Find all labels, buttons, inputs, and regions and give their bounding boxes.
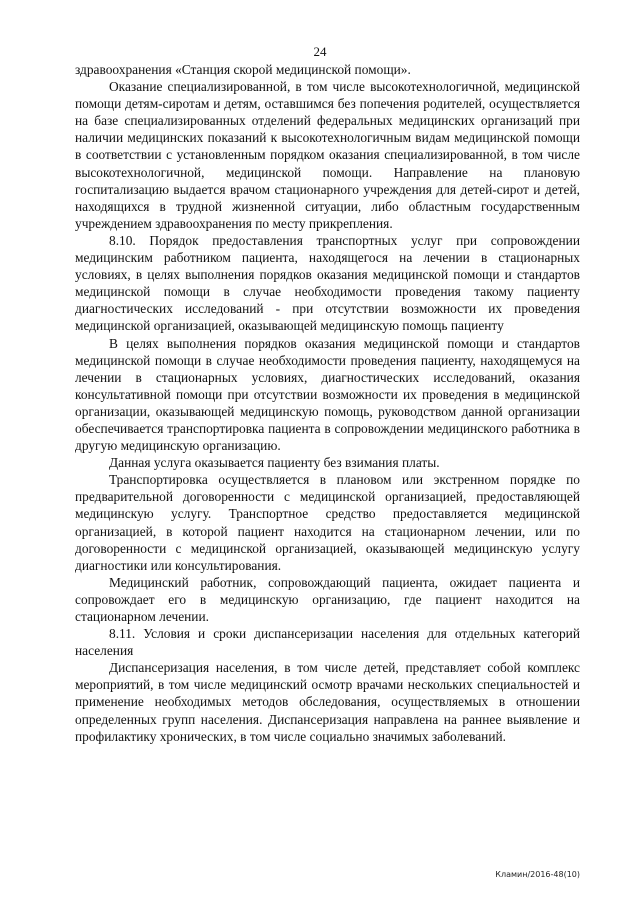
section-heading-8-10: 8.10. Порядок предоставления транспортных услуг при сопровождении медицинским работником пациента, находящегося на лечении в стационарных условиях, в целях выполнения порядков оказания медицинской помощи и стандартов медицинской помощи в случае необходимости проведения такому пациенту диагностических исследований - при отсутствии возможности их проведения медицинской организацией, оказывающей медицинскую помощь пациенту [75, 232, 580, 334]
section-heading-8-11: 8.11. Условия и сроки диспансеризации населения для отдельных категорий населения [75, 626, 580, 659]
footer-code: Кламин/2016-48(10) [495, 870, 580, 879]
paragraph-5: Данная услуга оказывается пациенту без взимания платы. [109, 455, 440, 471]
paragraph-2: Оказание специализированной, в том числе высокотехнологичной, медицинской помощи детям-сиротам и детям, оставшимся без попечения родителей, осуществляется на базе специализированных отделений федеральных медицинских организаций при наличии медицинских показаний к высокотехнологичным видам медицинской помощи в соответствии с установленным порядком оказания специализированной, в том числе высокотехнологичной, медицинской помощи. Направление на плановую госпитализацию выдается врачом стационарного учреждения для детей-сирот и детей, находящихся в трудной жизненной ситуации, либо областным государственным учреждением здравоохранения по месту прикрепления. [75, 79, 580, 231]
paragraph-1: здравоохранения «Станция скорой медицинской помощи». [75, 62, 411, 77]
page-number: 24 [313, 44, 327, 59]
paragraph-4: В целях выполнения порядков оказания медицинской помощи и стандартов медицинской помощи в случае необходимости проведения пациенту, находящемуся на лечении в стационарных условиях, диагностических исследований, оказания консультативной помощи при отсутствии возможности их проведения в медицинской организации, оказывающей медицинскую помощь, руководством данной организации обеспечивается транспортировка пациента в сопровождении медицинского работника в другую медицинскую организацию. [75, 335, 580, 454]
paragraph-7: Медицинский работник, сопровождающий пациента, ожидает пациента и сопровождает его в медицинскую организацию, где пациент находится на стационарном лечении. [75, 574, 580, 624]
document-body [75, 61, 580, 745]
paragraph-9: Диспансеризация населения, в том числе детей, представляет собой комплекс мероприятий, в том числе медицинский осмотр врачами нескольких специальностей и применение необходимых методов обследования, осуществляемых в отношении определенных групп населения. Диспансеризация направлена на раннее выявление и профилактику хронических, в том числе социально значимых заболеваний. [75, 660, 580, 744]
paragraph-6: Транспортировка осуществляется в плановом или экстренном порядке по предварительной договоренности с медицинской организацией, предоставляющей медицинскую услугу. Транспортное средство предоставляется медицинской организацией, в которой пациент находится на стационарном лечении, или по договоренности с медицинской организацией, оказывающей медицинскую услугу диагностики или консультирования. [75, 472, 580, 573]
